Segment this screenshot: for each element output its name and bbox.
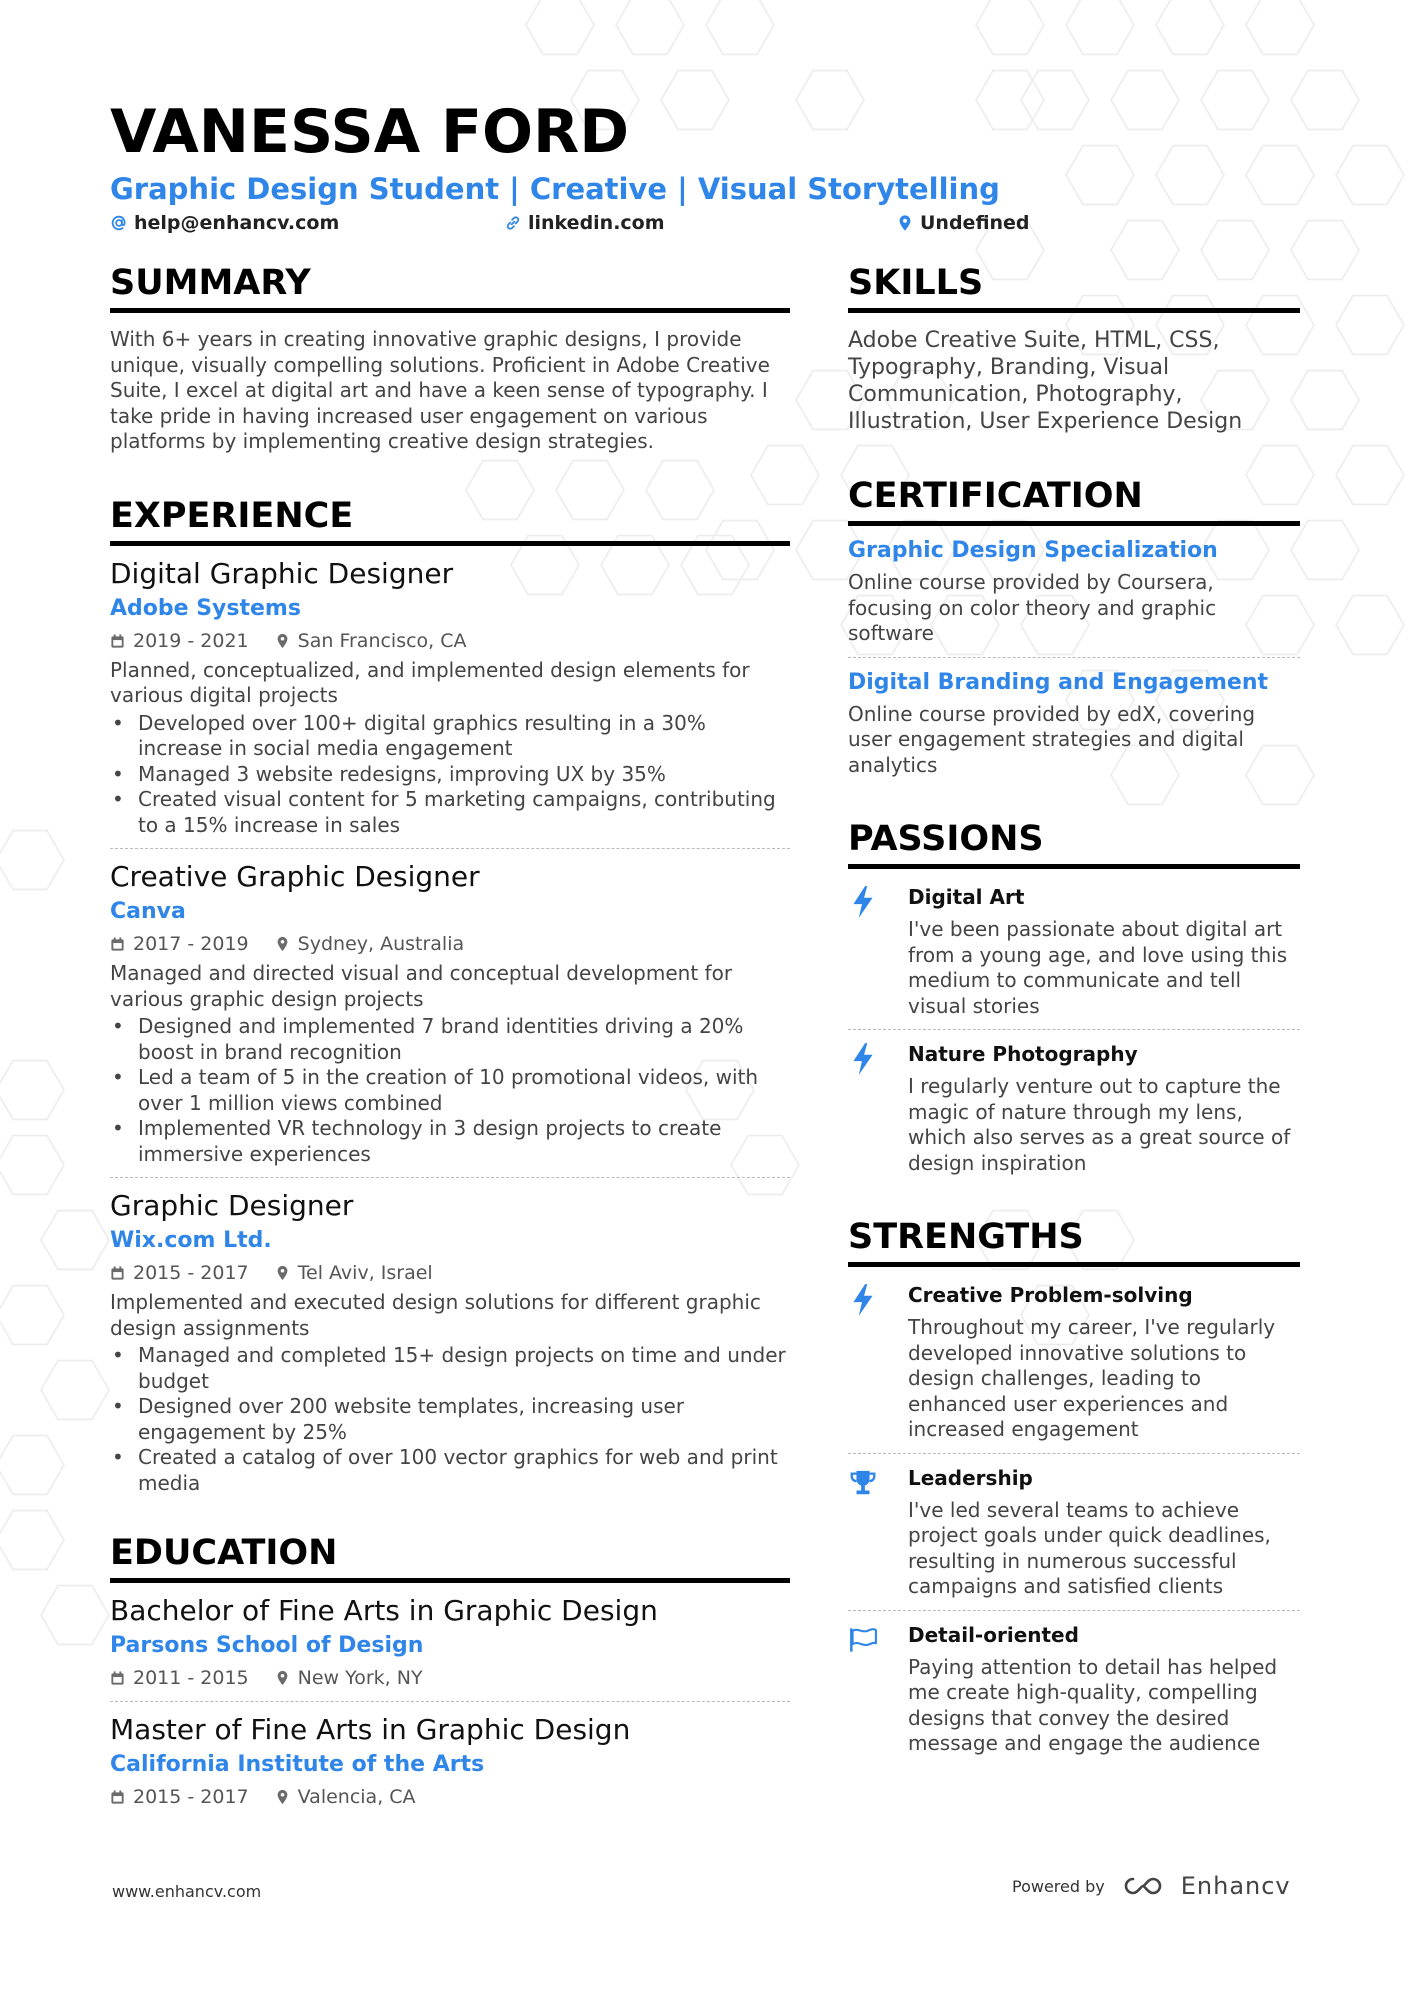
school-name: Parsons School of Design [110, 1633, 424, 1658]
education-item [110, 1712, 790, 1810]
job-meta [110, 1260, 790, 1286]
education-item [110, 1593, 790, 1691]
linkedin-text: linkedin.com [528, 212, 665, 234]
bolt-icon [848, 885, 878, 919]
link-icon [504, 214, 522, 232]
bolt-icon [848, 1042, 878, 1076]
bullet-item: • Managed 3 website redesigns, improving UX by 35% [110, 762, 790, 788]
candidate-name: VANESSA FORD [110, 97, 630, 167]
bullet-item: • Led a team of 5 in the creation of 10 promotional videos, with over 1 million views combined [110, 1065, 790, 1116]
job-title: Graphic Designer [110, 1189, 354, 1222]
summary-section [110, 262, 790, 455]
divider [110, 1177, 790, 1178]
calendar-icon [110, 1265, 125, 1281]
passion-description: I've been passionate about digital art from a young age, and love using this medium to communicate and tell visual stories [908, 917, 1288, 1018]
job-location: San Francisco, CA [297, 629, 467, 652]
location-pin-icon [896, 214, 914, 232]
calendar-icon [110, 1789, 125, 1805]
divider [848, 1029, 1300, 1030]
strength-title: Creative Problem-solving [908, 1283, 1193, 1307]
experience-item [110, 1188, 790, 1496]
experience-item [110, 556, 790, 839]
location-pin-icon [275, 1789, 290, 1805]
passion-title: Nature Photography [908, 1042, 1138, 1066]
company-name: Canva [110, 899, 186, 924]
certification-heading: CERTIFICATION [848, 475, 1300, 526]
calendar-icon [110, 936, 125, 952]
location-pin-icon [275, 936, 290, 952]
at-icon [110, 214, 128, 232]
divider [848, 657, 1300, 658]
location-pin-icon [275, 1265, 290, 1281]
job-bullets [110, 711, 790, 839]
bullet-item: • Implemented VR technology in 3 design projects to create immersive experiences [110, 1116, 790, 1167]
strength-title: Leadership [908, 1465, 1033, 1490]
passions-heading: PASSIONS [848, 818, 1300, 869]
education-meta [110, 1665, 790, 1691]
passion-item [848, 883, 1300, 1019]
enhancv-logo-icon [1119, 1873, 1167, 1899]
strength-item [848, 1281, 1300, 1443]
certification-item [848, 668, 1300, 779]
job-title: Digital Graphic Designer [110, 556, 454, 590]
certification-item [848, 536, 1300, 647]
bullet-item: • Designed and implemented 7 brand identities driving a 20% boost in brand recognition [110, 1014, 790, 1065]
certification-description: Online course provided by Coursera, focusing on color theory and graphic software [848, 570, 1217, 645]
company-name: Wix.com Ltd. [110, 1228, 272, 1253]
bullet-item: • Created visual content for 5 marketing campaigns, contributing to a 15% increase in sales [110, 787, 790, 838]
calendar-icon [110, 633, 125, 649]
strengths-heading: STRENGTHS [848, 1216, 1300, 1267]
education-section [110, 1532, 790, 1810]
job-bullets [110, 1014, 790, 1167]
certification-section [848, 475, 1300, 778]
passions-section [848, 818, 1300, 1176]
bullet-item: • Designed over 200 website templates, increasing user engagement by 25% [110, 1394, 790, 1445]
divider [110, 848, 790, 849]
trophy-icon [848, 1466, 878, 1500]
contact-linkedin[interactable] [504, 212, 665, 234]
strength-item [848, 1621, 1300, 1757]
location-pin-icon [275, 1670, 290, 1686]
candidate-title: Graphic Design Student | Creative | Visual Storytelling [110, 172, 1000, 206]
strength-title: Detail-oriented [908, 1622, 1079, 1647]
contact-row [110, 212, 1300, 242]
strength-item [848, 1464, 1300, 1600]
skills-heading: SKILLS [848, 262, 1300, 313]
school-name: California Institute of the Arts [110, 1752, 485, 1777]
email-text: help@enhancv.com [134, 212, 340, 234]
experience-item [110, 859, 790, 1167]
strength-description: I've led several teams to achieve project goals under quick deadlines, resulting in numerous successful campaigns and satisfied clients [908, 1497, 1271, 1598]
certification-description: Online course provided by edX, covering user engagement strategies and digital analytics [848, 701, 1256, 777]
job-meta [110, 931, 790, 957]
passion-description: I regularly venture out to capture the magic of nature through my lens, which also serves as a great source of design inspiration [908, 1074, 1291, 1175]
company-name: Adobe Systems [110, 595, 301, 621]
education-location: Valencia, CA [297, 1786, 416, 1808]
experience-heading: EXPERIENCE [110, 495, 790, 546]
footer-branding [1012, 1872, 1291, 1900]
job-meta [110, 628, 790, 654]
job-location: Tel Aviv, Israel [297, 1262, 433, 1284]
job-description: Managed and directed visual and conceptual development for various graphic design projects [110, 961, 733, 1011]
job-location: Sydney, Australia [297, 933, 465, 955]
summary-text: With 6+ years in creating innovative graphic designs, I provide unique, visually compelling solutions. Proficient in Adobe Creative Suite, I excel at digital art and have a keen sense of typography. I take pride in having increased user engagement on various platforms by implementing creative design strategies. [110, 327, 770, 453]
skills-section [848, 262, 1300, 435]
passion-item [848, 1040, 1300, 1176]
job-dates: 2019 - 2021 [133, 629, 249, 652]
divider [110, 1701, 790, 1702]
summary-heading: SUMMARY [110, 262, 790, 313]
job-dates: 2017 - 2019 [133, 933, 249, 955]
calendar-icon [110, 1670, 125, 1686]
job-description: Planned, conceptualized, and implemented design elements for various digital projects [110, 657, 750, 707]
degree-title: Bachelor of Fine Arts in Graphic Design [110, 1594, 658, 1627]
left-column [110, 262, 790, 1810]
flag-icon [848, 1623, 878, 1657]
passion-title: Digital Art [908, 885, 1025, 909]
degree-title: Master of Fine Arts in Graphic Design [110, 1713, 631, 1746]
job-title: Creative Graphic Designer [110, 860, 480, 893]
experience-section [110, 495, 790, 1497]
education-meta [110, 1784, 790, 1810]
divider [848, 1453, 1300, 1454]
brand-name: Enhancv [1180, 1872, 1291, 1900]
powered-by-label: Powered by [1012, 1876, 1105, 1896]
certification-name: Digital Branding and Engagement [848, 669, 1269, 695]
location-pin-icon [275, 633, 290, 649]
contact-location [896, 212, 1030, 234]
bolt-icon [848, 1283, 878, 1317]
right-column [848, 262, 1300, 1757]
contact-email[interactable] [110, 212, 339, 234]
strength-description: Paying attention to detail has helped me create high-quality, compelling designs that convey the desired message and engage the audience [908, 1654, 1278, 1755]
job-bullets [110, 1343, 790, 1496]
bullet-item: • Managed and completed 15+ design projects on time and under budget [110, 1343, 790, 1394]
education-dates: 2011 - 2015 [133, 1667, 249, 1689]
education-dates: 2015 - 2017 [133, 1786, 249, 1808]
bullet-item: • Created a catalog of over 100 vector graphics for web and print media [110, 1445, 790, 1496]
education-heading: EDUCATION [110, 1532, 790, 1583]
certification-name: Graphic Design Specialization [848, 538, 1218, 563]
skills-text: Adobe Creative Suite, HTML, CSS, Typography, Branding, Visual Communication, Photography, Illustration, User Experience Design [848, 328, 1243, 434]
divider [848, 1610, 1300, 1611]
strength-description: Throughout my career, I've regularly developed innovative solutions to design challenges, leading to enhanced user experiences and increased engagement [908, 1315, 1276, 1441]
strengths-section [848, 1216, 1300, 1757]
footer-website[interactable]: www.enhancv.com [112, 1882, 262, 1901]
job-description: Implemented and executed design solutions for different graphic design assignments [110, 1290, 761, 1340]
resume-header [110, 96, 1300, 242]
bullet-item: • Developed over 100+ digital graphics resulting in a 30% increase in social media engagement [110, 711, 790, 762]
location-text: Undefined [920, 212, 1030, 234]
education-location: New York, NY [297, 1667, 423, 1689]
job-dates: 2015 - 2017 [133, 1262, 249, 1284]
